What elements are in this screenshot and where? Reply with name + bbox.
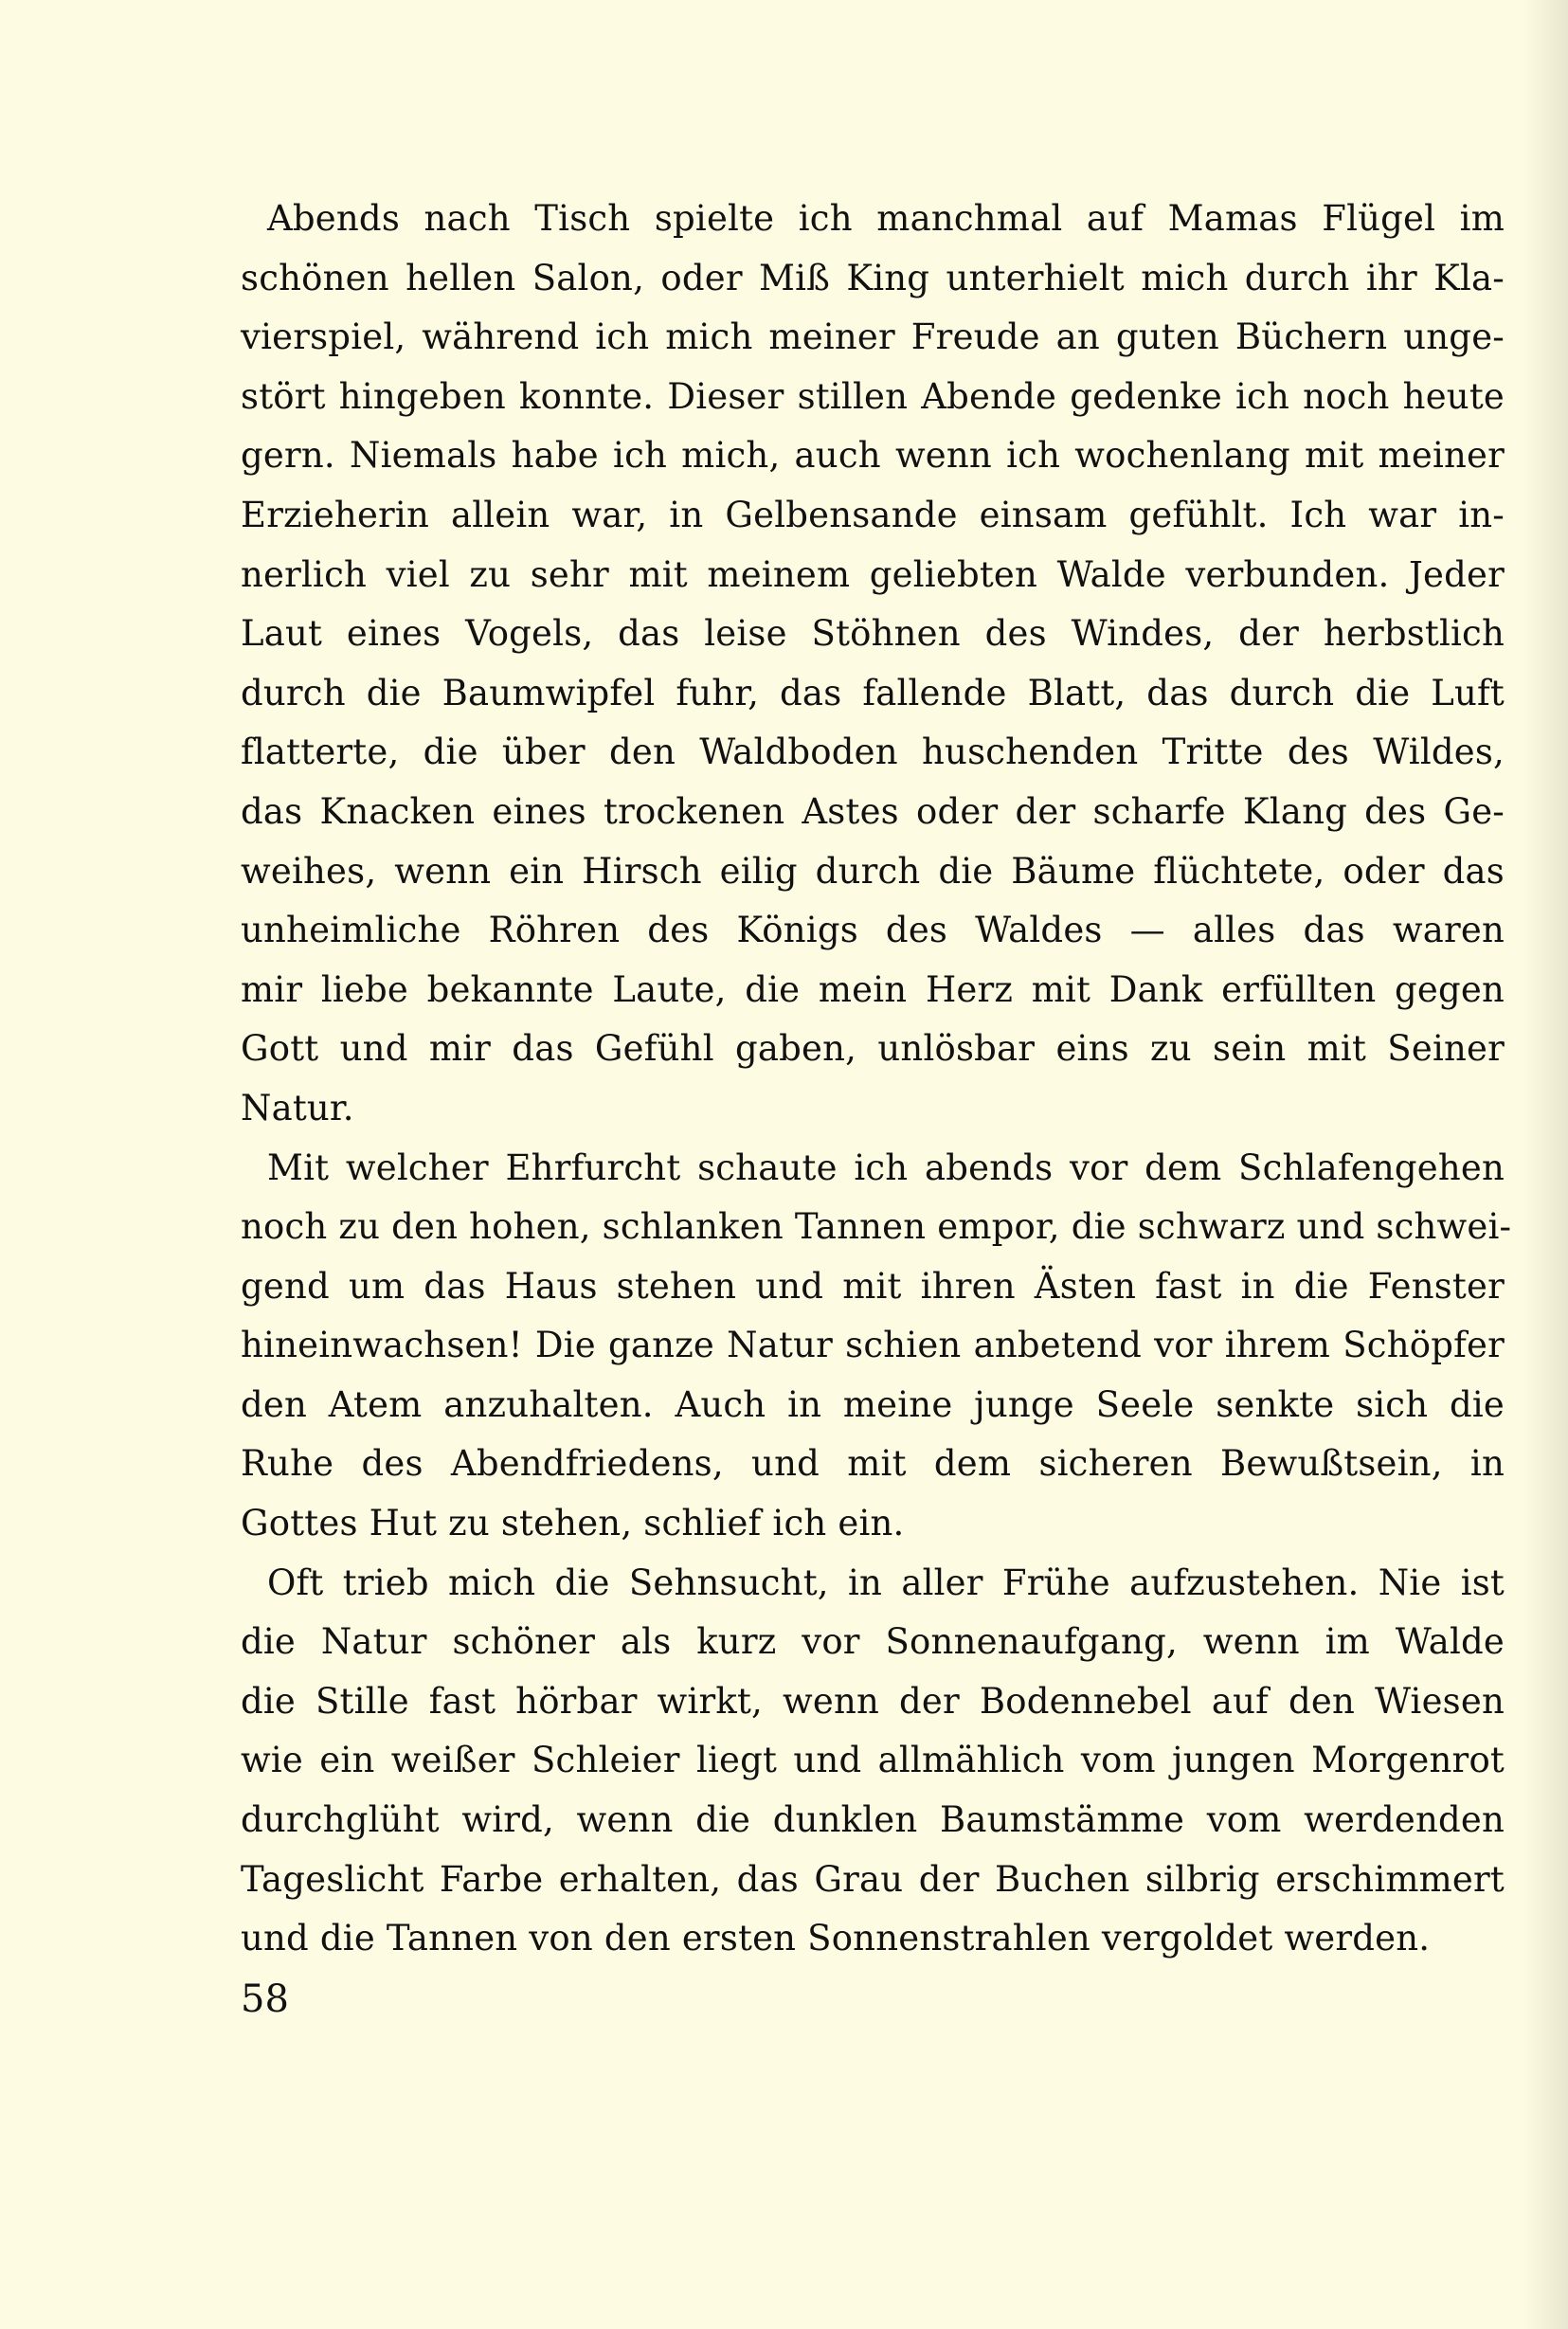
text-line: weihes, wenn ein Hirsch eilig durch die Bäume flüchtete, oder das (241, 850, 1505, 892)
page-edge-shadow (1523, 0, 1568, 2329)
text-line: wie ein weißer Schleier liegt und allmählich vom jungen Morgenrot (241, 1740, 1505, 1781)
text-line: die Stille fast hörbar wirkt, wenn der Bodennebel auf den Wiesen (241, 1680, 1505, 1722)
text-line: hineinwachsen! Die ganze Natur schien anbetend vor ihrem Schöpfer (241, 1325, 1505, 1366)
text-line: vierspiel, während ich mich meiner Freude an guten Büchern unge- (241, 316, 1505, 358)
text-line: durch die Baumwipfel fuhr, das fallende Blatt, das durch die Luft (241, 672, 1505, 713)
text-line: Natur. (241, 1087, 354, 1128)
text-line: Tageslicht Farbe erhalten, das Grau der Buchen silbrig erschimmert (241, 1858, 1505, 1900)
text-line: den Atem anzuhalten. Auch in meine junge Seele senkte sich die (241, 1383, 1505, 1425)
text-line: mir liebe bekannte Laute, die mein Herz mit Dank erfüllten gegen (241, 968, 1505, 1010)
text-line: gern. Niemals habe ich mich, auch wenn ich wochenlang mit meiner (241, 435, 1505, 477)
text-line: Erzieherin allein war, in Gelbensande einsam gefühlt. Ich war in- (241, 494, 1505, 535)
text-line: durchglüht wird, wenn die dunklen Baumstämme vom werdenden (241, 1799, 1505, 1841)
text-line: die Natur schöner als kurz vor Sonnenaufgang, wenn im Walde (241, 1621, 1505, 1663)
text-line: und die Tannen von den ersten Sonnenstrahlen vergoldet werden. (241, 1918, 1431, 1959)
text-line: Ruhe des Abendfriedens, und mit dem sicheren Bewußtsein, in (241, 1443, 1505, 1485)
text-line: flatterte, die über den Waldboden huschenden Tritte des Wildes, (241, 731, 1505, 773)
paragraph-3 (241, 1554, 1505, 1969)
text-line: Mit welcher Ehrfurcht schaute ich abends vor dem Schlafengehen (267, 1146, 1505, 1188)
text-line: das Knacken eines trockenen Astes oder der scharfe Klang des Ge- (241, 790, 1505, 832)
text-line: unheimliche Röhren des Königs des Waldes — alles das waren (241, 910, 1505, 951)
text-line: gend um das Haus stehen und mit ihren Ästen fast in die Fenster (241, 1265, 1505, 1307)
text-line: Laut eines Vogels, das leise Stöhnen des Windes, der herbstlich (241, 613, 1505, 655)
paragraph-2 (241, 1139, 1512, 1554)
text-line: nerlich viel zu sehr mit meinem geliebten Walde verbunden. Jeder (241, 553, 1505, 595)
text-line: Gott und mir das Gefühl gaben, unlösbar eins zu sein mit Seiner (241, 1028, 1505, 1070)
text-line: Abends nach Tisch spielte ich manchmal auf Mamas Flügel im (267, 198, 1505, 239)
text-line: stört hingeben konnte. Dieser stillen Abende gedenke ich noch heute (241, 375, 1505, 417)
text-line: schönen hellen Salon, oder Miß King unterhielt mich durch ihr Kla- (241, 257, 1505, 298)
text-line: Oft trieb mich die Sehnsucht, in aller Frühe aufzustehen. Nie ist (267, 1562, 1505, 1603)
body-text (241, 190, 1512, 1969)
page-number: 58 (241, 1977, 289, 2021)
text-line: noch zu den hohen, schlanken Tannen empor, die schwarz und schwei- (241, 1206, 1512, 1248)
text-line: Gottes Hut zu stehen, schlief ich ein. (241, 1503, 905, 1544)
paragraph-1 (241, 190, 1505, 1139)
